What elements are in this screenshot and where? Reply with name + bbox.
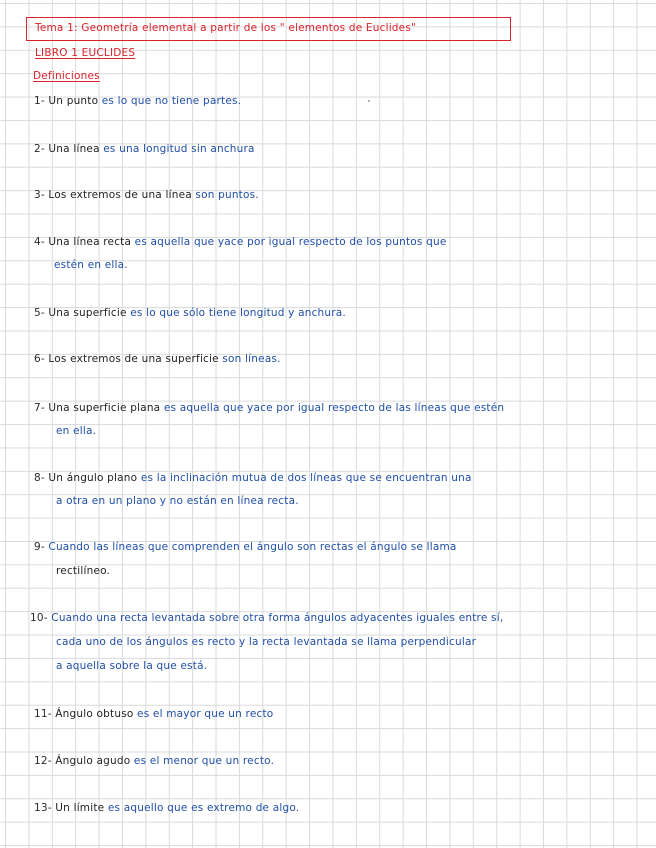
definition-3 <box>34 189 259 201</box>
definition-text: es lo que sólo tiene longitud y anchura. <box>126 307 346 319</box>
definition-term: Un límite <box>55 802 105 814</box>
definition-term: Una línea <box>48 143 100 155</box>
definition-number: 10- <box>30 612 48 624</box>
definition-8 <box>34 472 472 484</box>
definition-term: Una superficie plana <box>48 402 161 414</box>
definition-number: 11- <box>34 708 52 720</box>
page-title: Tema 1: Geometría elemental a partir de los " elementos de Euclides" <box>35 22 417 34</box>
definition-number: 2- <box>34 143 45 155</box>
definition-text: Cuando una recta levantada sobre otra forma ángulos adyacentes iguales entre sí, <box>51 612 504 624</box>
definition-text: es aquella que yace por igual respecto de los puntos que <box>131 236 447 248</box>
definition-12 <box>34 755 274 767</box>
definition-number: 12- <box>34 755 52 767</box>
definition-term: Ángulo agudo <box>55 755 131 767</box>
definition-10-continuation: cada uno de los ángulos es recto y la recta levantada se llama perpendicular <box>56 636 477 648</box>
definition-term: Una superficie <box>48 307 127 319</box>
definition-term: Un punto <box>48 95 99 107</box>
definition-number: 9- <box>34 541 45 553</box>
definition-11 <box>34 708 273 720</box>
definition-9 <box>34 541 457 553</box>
definition-9-continuation: rectilíneo. <box>56 565 111 577</box>
definition-1 <box>34 95 241 107</box>
definition-7-continuation: en ella. <box>56 425 97 437</box>
definition-number: 7- <box>34 402 45 414</box>
definition-term: Ángulo obtuso <box>55 708 134 720</box>
definition-text: es la inclinación mutua de dos líneas que se encuentran una <box>137 472 472 484</box>
definition-10-continuation-2: a aquella sobre la que está. <box>56 660 208 672</box>
definition-number: 5- <box>34 307 45 319</box>
definition-10 <box>30 612 503 624</box>
definition-term: Un ángulo plano <box>48 472 138 484</box>
definition-text: es el menor que un recto. <box>130 755 275 767</box>
stray-dot <box>368 100 370 102</box>
definition-number: 8- <box>34 472 45 484</box>
definition-6 <box>34 353 281 365</box>
definition-text: es una longitud sin anchura <box>99 143 255 155</box>
definition-text: son líneas. <box>218 353 281 365</box>
definition-number: 6- <box>34 353 45 365</box>
definition-number: 3- <box>34 189 45 201</box>
definition-text: son puntos. <box>191 189 259 201</box>
definition-4-continuation: estén en ella. <box>54 259 128 271</box>
definition-number: 1- <box>34 95 45 107</box>
definition-text: es lo que no tiene partes. <box>98 95 242 107</box>
definition-5 <box>34 307 346 319</box>
definition-term: Una línea recta <box>48 236 132 248</box>
definition-13 <box>34 802 299 814</box>
definition-term: Los extremos de una superficie <box>48 353 219 365</box>
definition-term: Los extremos de una línea <box>48 189 192 201</box>
definition-2 <box>34 143 255 155</box>
definition-text: Cuando las líneas que comprenden el ángulo son rectas el ángulo se llama <box>48 541 457 553</box>
definition-number: 13- <box>34 802 52 814</box>
book-heading: LIBRO 1 EUCLIDES <box>35 47 136 59</box>
definition-number: 4- <box>34 236 45 248</box>
definition-8-continuation: a otra en un plano y no están en línea recta. <box>56 495 299 507</box>
definition-text: es aquella que yace por igual respecto de las líneas que estén <box>160 402 505 414</box>
definition-7 <box>34 402 504 414</box>
definition-4 <box>34 236 446 248</box>
section-heading: Definiciones <box>33 70 100 82</box>
definition-text: es el mayor que un recto <box>133 708 274 720</box>
definition-text: es aquello que es extremo de algo. <box>104 802 300 814</box>
